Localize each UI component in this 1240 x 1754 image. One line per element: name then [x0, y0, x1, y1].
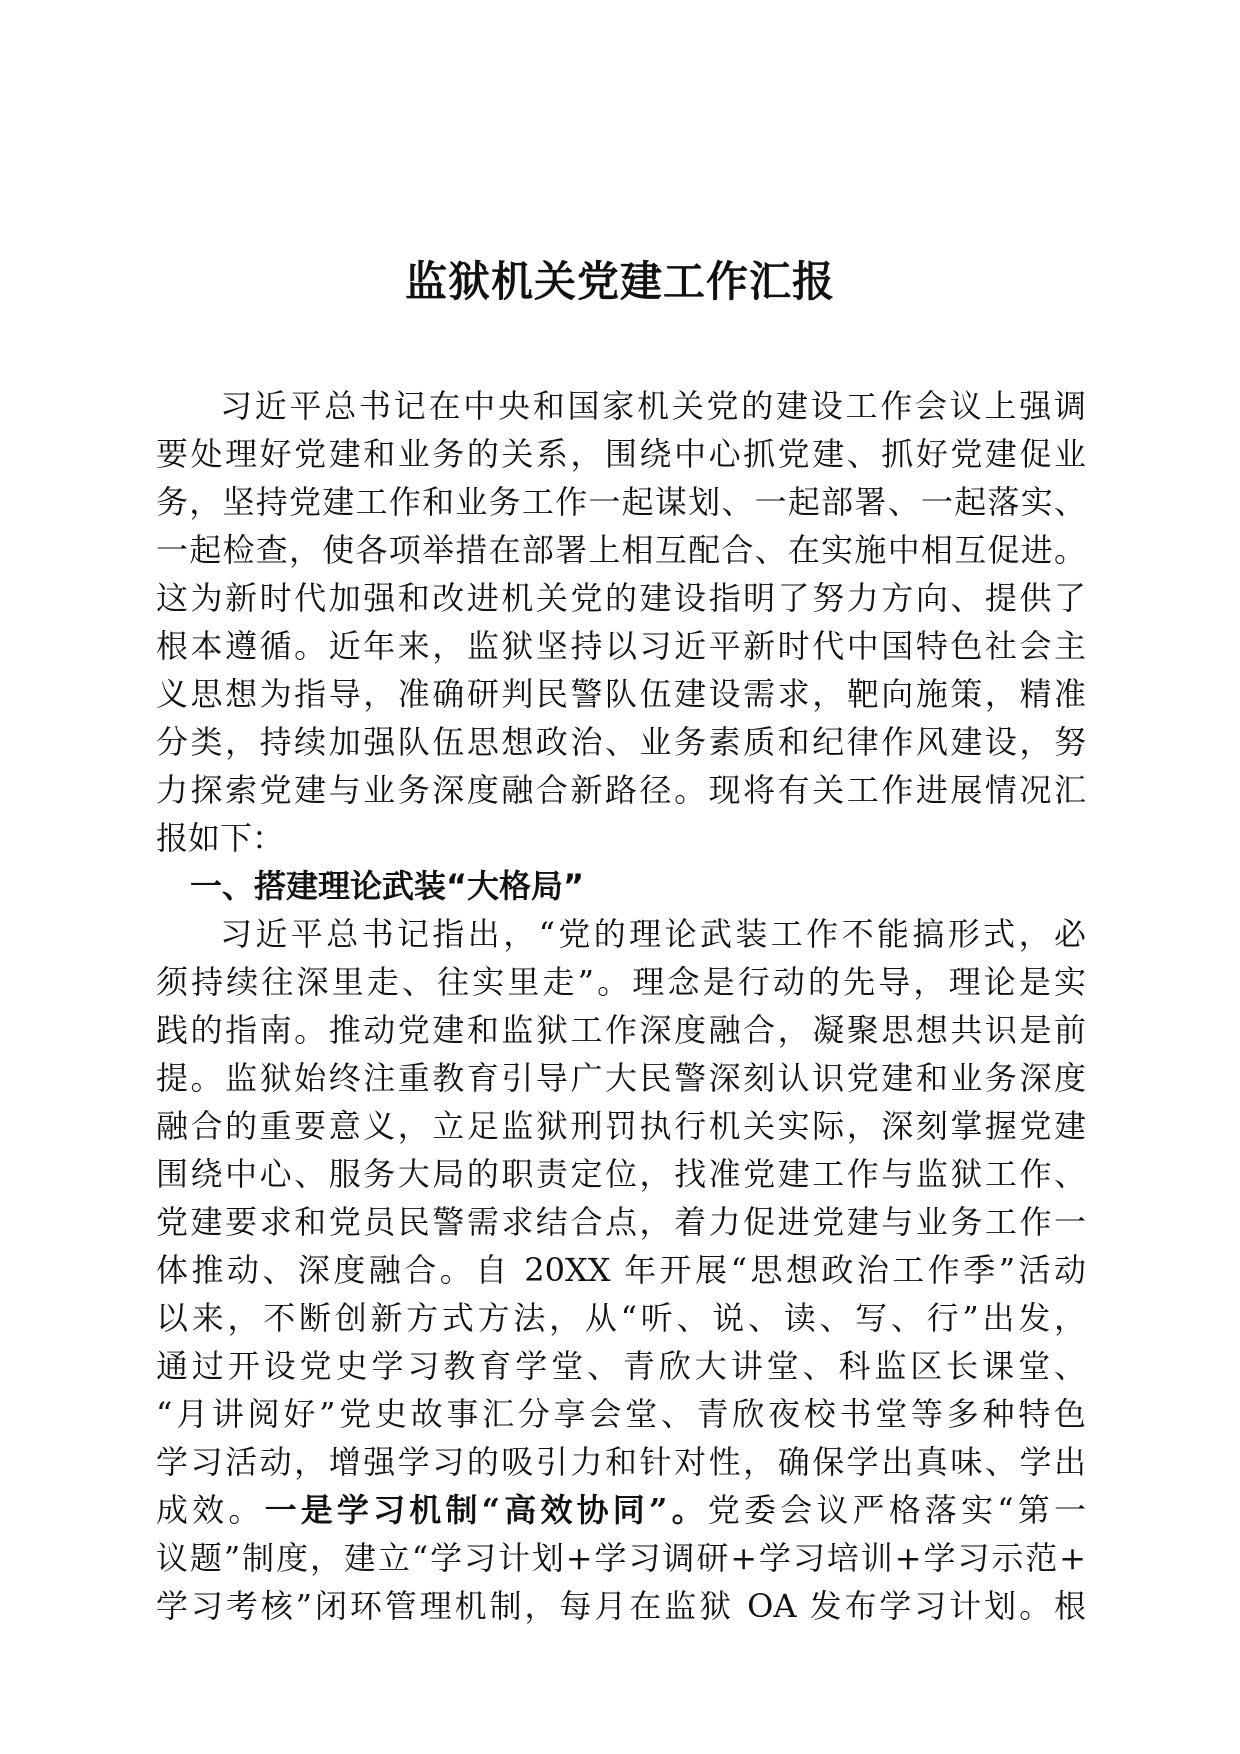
- paragraph-line: 学习考核”闭环管理机制，每月在监狱 OA 发布学习计划。根: [156, 1587, 1086, 1625]
- paragraph-line: 义思想为指导，准确研判民警队伍建设需求，靶向施策，精准: [156, 675, 1086, 713]
- paragraph-line: 围绕中心、服务大局的职责定位，找准党建工作与监狱工作、: [156, 1155, 1086, 1193]
- paragraph-line: 党建要求和党员民警需求结合点，着力促进党建与业务工作一: [156, 1203, 1086, 1241]
- paragraph-line: 一起检查，使各项举措在部署上相互配合、在实施中相互促进。: [156, 531, 1086, 569]
- paragraph-line: 分类，持续加强队伍思想政治、业务素质和纪律作风建设，努: [156, 723, 1086, 761]
- paragraph-line: 通过开设党史学习教育学堂、青欣大讲堂、科监区长课堂、: [156, 1347, 1086, 1385]
- paragraph-line: 学习活动，增强学习的吸引力和针对性，确保学出真味、学出: [156, 1443, 1086, 1481]
- document-title: 监狱机关党建工作汇报: [404, 257, 835, 306]
- paragraph-line: 议题”制度，建立“学习计划+学习调研+学习培训+学习示范+: [156, 1539, 1086, 1577]
- paragraph-line: 融合的重要意义，立足监狱刑罚执行机关实际，深刻掌握党建: [156, 1107, 1086, 1145]
- paragraph-line: 践的指南。推动党建和监狱工作深度融合，凝聚思想共识是前: [156, 1011, 1086, 1049]
- paragraph-line: “月讲阅好”党史故事汇分享会堂、青欣夜校书堂等多种特色: [156, 1395, 1086, 1433]
- paragraph-line: 报如下：: [156, 819, 285, 857]
- paragraph-line: 务，坚持党建工作和业务工作一起谋划、一起部署、一起落实、: [156, 483, 1086, 521]
- paragraph-line: 提。监狱始终注重教育引导广大民警深刻认识党建和业务深度: [156, 1059, 1086, 1097]
- paragraph-line: 以来，不断创新方式方法，从“听、说、读、写、行”出发，: [156, 1299, 1086, 1337]
- paragraph-line: 习近平总书记指出，“党的理论武装工作不能搞形式，必: [220, 915, 1086, 953]
- line-suffix: 党委会议严格落实“第一: [707, 1491, 1086, 1529]
- section-heading: 一、搭建理论武装“大格局”: [190, 867, 585, 905]
- paragraph-line: 根本遵循。近年来，监狱坚持以习近平新时代中国特色社会主: [156, 627, 1086, 665]
- paragraph-line: 习近平总书记在中央和国家机关党的建设工作会议上强调: [220, 387, 1086, 425]
- paragraph-line: 要处理好党建和业务的关系，围绕中心抓党建、抓好党建促业: [156, 435, 1086, 473]
- line-prefix: 成效。: [156, 1491, 265, 1529]
- paragraph-line: 体推动、深度融合。自 20XX 年开展“思想政治工作季”活动: [156, 1251, 1086, 1289]
- bold-subheading: 一是学习机制“高效协同”。: [264, 1491, 708, 1529]
- paragraph-line: 须持续往深里走、往实里走”。理念是行动的先导，理论是实: [156, 963, 1086, 1001]
- paragraph-line-mixed: [156, 1486, 1086, 1534]
- document-body: [156, 382, 1086, 1630]
- paragraph-line: 这为新时代加强和改进机关党的建设指明了努力方向、提供了: [156, 579, 1086, 617]
- paragraph-line: 力探索党建与业务深度融合新路径。现将有关工作进展情况汇: [156, 771, 1086, 809]
